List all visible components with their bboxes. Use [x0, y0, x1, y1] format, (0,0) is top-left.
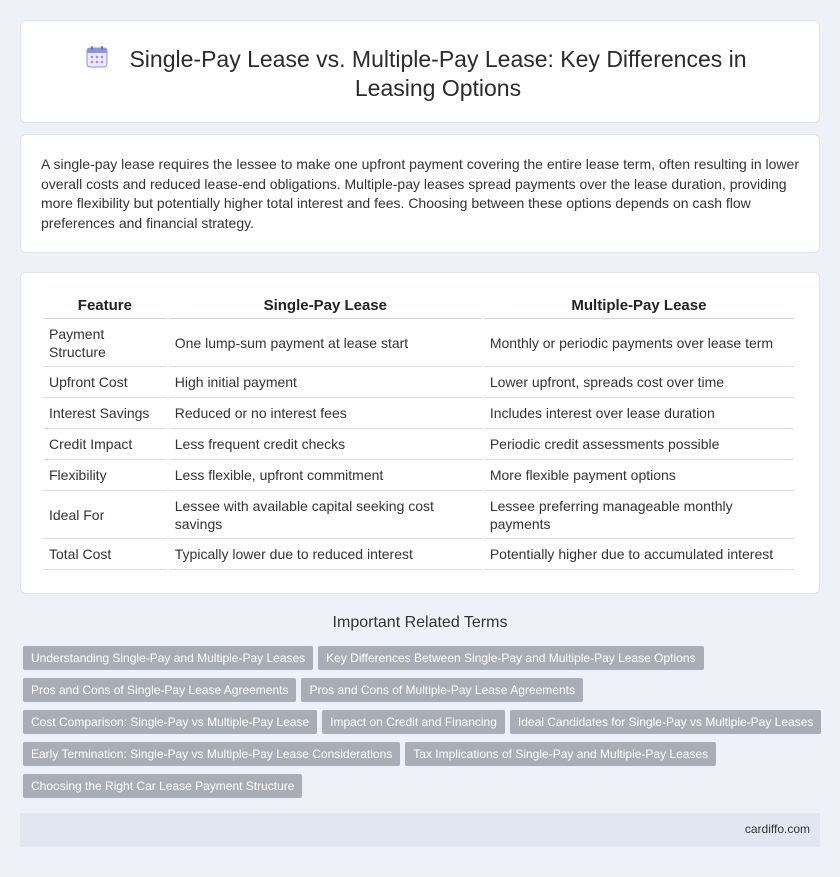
table-cell: Reduced or no interest fees — [169, 398, 482, 429]
table-row — [43, 460, 794, 491]
header-multiple-pay: Multiple-Pay Lease — [484, 294, 794, 319]
table-row — [43, 367, 794, 398]
table-cell: Typically lower due to reduced interest — [169, 539, 482, 570]
summary-text: A single-pay lease requires the lessee to make one upfront payment covering the entire lease term, often resulting in lower overall costs and reduced lease-end obligations. Multiple-pay leases spread payments over the lease duration, providing more flexibility but potentially higher total interest and fees. Choosing between these options depends on cash flow preferences and financial strategy. — [41, 156, 799, 231]
table-cell: Less flexible, upfront commitment — [169, 460, 482, 491]
related-tag[interactable]: Ideal Candidates for Single-Pay vs Multiple-Pay Leases — [510, 710, 822, 734]
table-row — [43, 398, 794, 429]
table-cell: One lump-sum payment at lease start — [169, 319, 482, 367]
table-cell: Flexibility — [43, 460, 167, 491]
related-tag[interactable]: Understanding Single-Pay and Multiple-Pay Leases — [23, 646, 313, 670]
related-tag[interactable]: Pros and Cons of Single-Pay Lease Agreements — [23, 678, 296, 702]
related-tag[interactable]: Key Differences Between Single-Pay and Multiple-Pay Lease Options — [318, 646, 703, 670]
table-cell: Interest Savings — [43, 398, 167, 429]
table-cell: Lower upfront, spreads cost over time — [484, 367, 794, 398]
table-cell: Less frequent credit checks — [169, 429, 482, 460]
table-cell: High initial payment — [169, 367, 482, 398]
table-header-row — [43, 294, 794, 319]
table-cell: Monthly or periodic payments over lease term — [484, 319, 794, 367]
table-row — [43, 319, 794, 367]
table-cell: Payment Structure — [43, 319, 167, 367]
related-tag[interactable]: Choosing the Right Car Lease Payment Structure — [23, 774, 302, 798]
table-cell: Potentially higher due to accumulated interest — [484, 539, 794, 570]
table-cell: Includes interest over lease duration — [484, 398, 794, 429]
related-terms-tags — [23, 646, 823, 806]
table-cell: Credit Impact — [43, 429, 167, 460]
page-title: Single-Pay Lease vs. Multiple-Pay Lease: Key Differences in Leasing Options — [129, 46, 747, 101]
related-tag[interactable]: Pros and Cons of Multiple-Pay Lease Agreements — [301, 678, 582, 702]
comparison-card — [20, 272, 820, 594]
table-cell: Ideal For — [43, 491, 167, 539]
related-tag[interactable]: Impact on Credit and Financing — [322, 710, 505, 734]
header-card — [20, 20, 820, 123]
related-tag[interactable]: Early Termination: Single-Pay vs Multiple-Pay Lease Considerations — [23, 742, 400, 766]
table-row — [43, 429, 794, 460]
table-row — [43, 491, 794, 539]
table-cell: More flexible payment options — [484, 460, 794, 491]
table-cell: Lessee preferring manageable monthly payments — [484, 491, 794, 539]
related-tag[interactable]: Tax Implications of Single-Pay and Multiple-Pay Leases — [405, 742, 716, 766]
table-row — [43, 539, 794, 570]
header-feature: Feature — [43, 294, 167, 319]
summary-card — [20, 134, 820, 253]
comparison-table — [41, 294, 796, 570]
table-cell: Lessee with available capital seeking cost savings — [169, 491, 482, 539]
table-cell: Upfront Cost — [43, 367, 167, 398]
related-terms-heading: Important Related Terms — [332, 614, 508, 631]
table-cell: Periodic credit assessments possible — [484, 429, 794, 460]
related-tag[interactable]: Cost Comparison: Single-Pay vs Multiple-Pay Lease — [23, 710, 317, 734]
footer — [20, 813, 820, 847]
footer-site-link[interactable]: cardiffo.com — [744, 822, 810, 836]
header-single-pay: Single-Pay Lease — [169, 294, 482, 319]
table-cell: Total Cost — [43, 539, 167, 570]
